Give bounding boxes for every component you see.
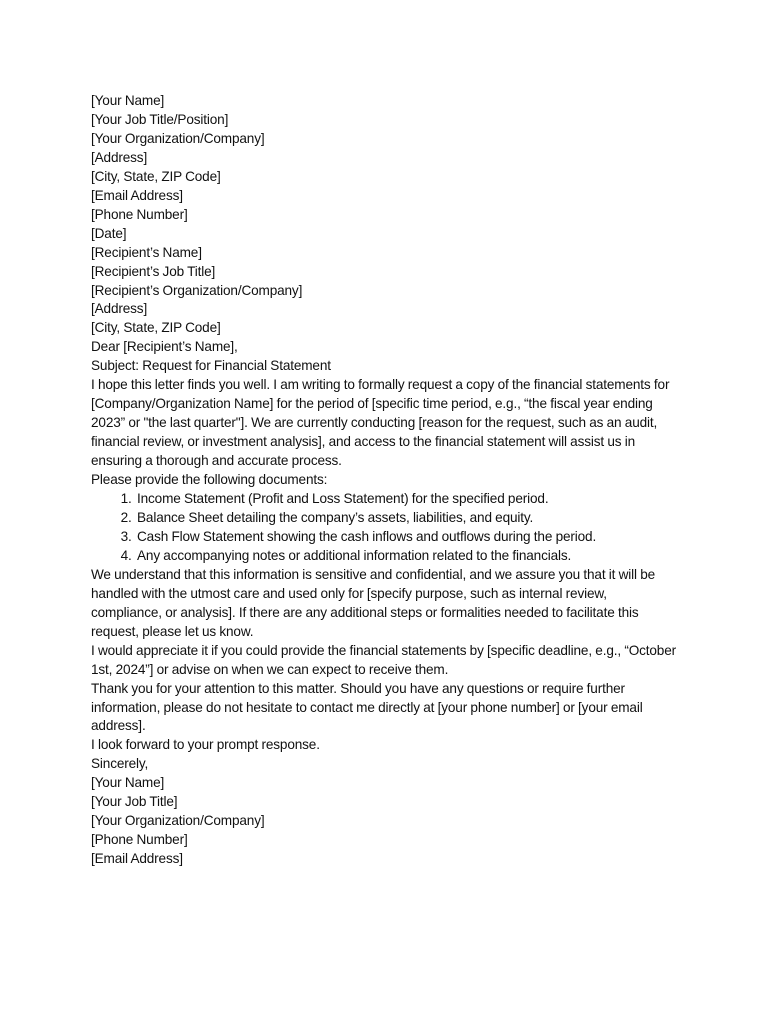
list-item: 2. Balance Sheet detailing the company’s assets, liabilities, and equity. bbox=[135, 509, 691, 528]
salutation: Dear [Recipient’s Name], bbox=[91, 339, 238, 355]
recipient-address: [Address] bbox=[91, 301, 148, 317]
sender-phone: [Phone Number] bbox=[91, 206, 188, 222]
letter-date: [Date] bbox=[91, 225, 127, 241]
signoff-phone: [Phone Number] bbox=[91, 832, 188, 848]
recipient-organization: [Recipient’s Organization/Company] bbox=[91, 282, 303, 298]
thanks-paragraph: Thank you for your attention to this matter. Should you have any questions or require further information, please do not hesitate to contact me directly at [your phone number] or [your email address]. bbox=[91, 680, 643, 734]
sender-name: [Your Name] bbox=[91, 93, 165, 108]
signoff-job-title: [Your Job Title] bbox=[91, 794, 178, 810]
list-intro: Please provide the following documents: bbox=[91, 472, 328, 488]
signoff-name: [Your Name] bbox=[91, 775, 165, 791]
recipient-city-state-zip: [City, State, ZIP Code] bbox=[91, 320, 221, 336]
closing: Sincerely, bbox=[91, 756, 149, 772]
closing-line: I look forward to your prompt response. bbox=[91, 737, 320, 753]
signature-block bbox=[91, 755, 691, 869]
recipient-job-title: [Recipient’s Job Title] bbox=[91, 263, 216, 279]
intro-paragraph: I hope this letter finds you well. I am writing to formally request a copy of the financial statements for [Company/Organization Name] for the period of [specific time period, e.g., “the fiscal year ending 2023” or "the last quarter"]. We are currently conducting [reason for the request, such as an audit, financial review, or investment analysis], and access to the financial statement will assist us in ensuring a thorough and accurate process. bbox=[91, 377, 670, 469]
list-item: 4. Any accompanying notes or additional information related to the financials. bbox=[135, 547, 691, 566]
sender-block bbox=[91, 92, 691, 244]
requested-documents-list bbox=[91, 490, 691, 566]
signoff-email: [Email Address] bbox=[91, 851, 183, 867]
signoff-organization: [Your Organization/Company] bbox=[91, 813, 265, 829]
sender-city-state-zip: [City, State, ZIP Code] bbox=[91, 168, 221, 184]
list-item: 1. Income Statement (Profit and Loss Statement) for the specified period. bbox=[135, 490, 691, 509]
subject-line: Subject: Request for Financial Statement bbox=[91, 358, 331, 374]
sender-email: [Email Address] bbox=[91, 187, 183, 203]
sender-address: [Address] bbox=[91, 149, 148, 165]
letter-body bbox=[91, 92, 691, 869]
confidentiality-paragraph: We understand that this information is sensitive and confidential, and we assure you that it will be handled with the utmost care and used only for [specify purpose, such as internal review, compliance, or analysis]. If there are any additional steps or formalities needed to facilitate this request, please let us know. bbox=[91, 566, 656, 639]
list-item: 3. Cash Flow Statement showing the cash inflows and outflows during the period. bbox=[135, 528, 691, 547]
recipient-block bbox=[91, 244, 691, 339]
sender-organization: [Your Organization/Company] bbox=[91, 130, 265, 146]
sender-job-title: [Your Job Title/Position] bbox=[91, 111, 229, 127]
deadline-paragraph: I would appreciate it if you could provide the financial statements by [specific deadline, e.g., “October 1st, 2024”] or advise on when we can expect to receive them. bbox=[91, 642, 677, 677]
recipient-name: [Recipient’s Name] bbox=[91, 244, 202, 260]
